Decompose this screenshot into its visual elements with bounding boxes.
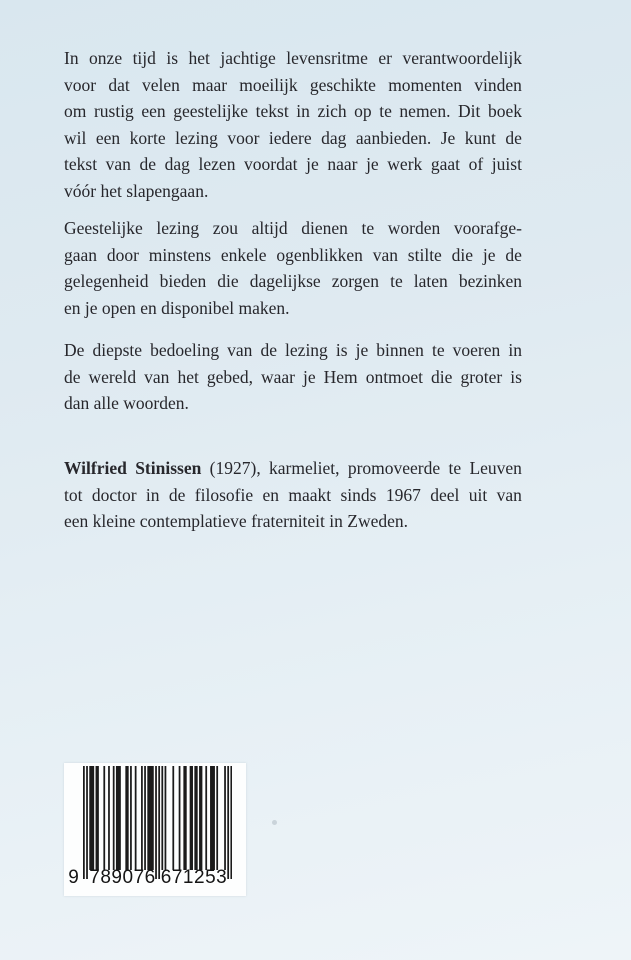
text-line: om rustig een geestelijke tekst in zich op te nemen. Dit boek [64, 101, 522, 122]
paragraph-intro [64, 45, 522, 205]
text-line: tekst van de dag lezen voordat je naar je werk gaat of juist [64, 154, 522, 175]
barcode-digits-left-group: 789076 [89, 867, 156, 888]
scan-speck [272, 820, 277, 825]
text-line: In onze tijd is het jachtige levensritme er verantwoordelijk [64, 48, 522, 68]
text-line: Geestelijke lezing zou altijd dienen te worden voorafge- [64, 218, 522, 238]
barcode-digits-right-group: 671253 [160, 867, 228, 888]
text-line: gelegenheid bieden die dagelijkse zorgen te laten bezinken [64, 271, 522, 292]
text-line: een kleine contemplatieve fraterniteit in Zweden. [64, 511, 409, 532]
paragraph-spiritual-reading [64, 215, 522, 321]
text-line: en je open en disponibel maken. [64, 297, 290, 318]
text-line: gaan door minstens enkele ogenblikken van stilte die je de [64, 244, 522, 265]
text-line: Wilfried Stinissen (1927), karmeliet, promoveerde te Leuven [64, 458, 522, 478]
text-line: De diepste bedoeling van de lezing is je binnen te voeren in [64, 340, 522, 360]
paragraph-author-bio [64, 455, 522, 535]
text-line: wil een korte lezing voor iedere dag aanbieden. Je kunt de [64, 127, 522, 148]
text-line: de wereld van het gebed, waar je Hem ontmoet die groter is [64, 366, 522, 387]
text-line: voor dat velen maar moeilijk geschikte momenten vinden [64, 74, 522, 95]
barcode-panel [64, 763, 246, 896]
text-line: vóór het slapengaan. [64, 180, 209, 201]
text-line: tot doctor in de filosofie en maakt sinds 1967 deel uit van [64, 484, 522, 505]
text-line: dan alle woorden. [64, 393, 189, 414]
ean13-barcode [83, 766, 232, 879]
barcode-digit-leading: 9 [68, 867, 79, 888]
paragraph-purpose [64, 337, 522, 417]
